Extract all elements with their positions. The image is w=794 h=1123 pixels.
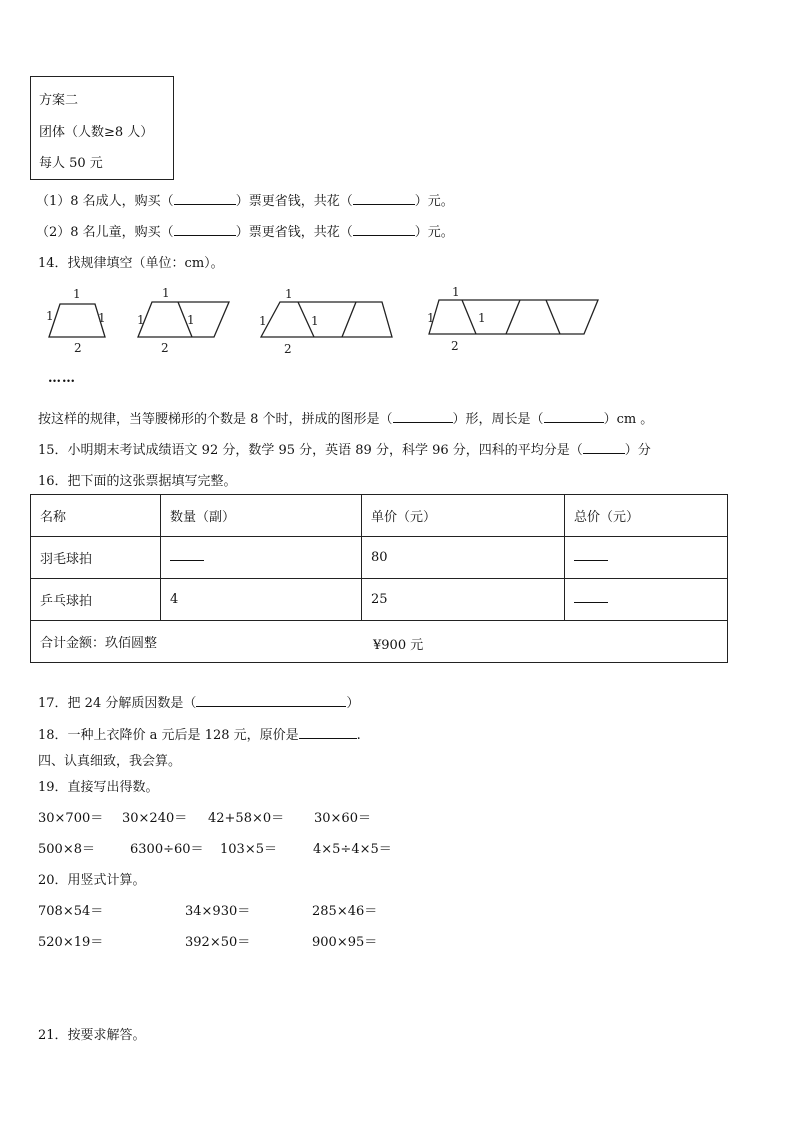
plan-title: 方案二 bbox=[39, 93, 79, 108]
item-total-blank[interactable] bbox=[565, 537, 728, 579]
header-unit-price: 单价（元） bbox=[362, 495, 565, 537]
q19-item: 30×240＝ bbox=[122, 811, 188, 826]
fig3-top-label: 1 bbox=[285, 287, 293, 301]
fig1-left-label: 1 bbox=[46, 309, 54, 323]
q19-item: 103×5＝ bbox=[220, 842, 277, 857]
q18-question bbox=[38, 724, 361, 743]
item-name: 羽毛球拍 bbox=[31, 537, 161, 579]
q20-item: 520×19＝ bbox=[38, 935, 104, 950]
q13-part2-blank-ticket[interactable] bbox=[174, 223, 236, 236]
q13-part1-text-a: （1）8 名成人，购买（ bbox=[36, 194, 174, 209]
q16-title: 16．把下面的这张票据填写完整。 bbox=[38, 474, 237, 489]
q17-text: 17．把 24 分解质因数是（ bbox=[38, 696, 197, 711]
q20-title: 20．用竖式计算。 bbox=[38, 873, 146, 888]
q13-part2-text-b: ）票更省钱，共花（ bbox=[235, 225, 353, 240]
q14-question bbox=[38, 408, 653, 427]
item-price: 80 bbox=[362, 537, 565, 579]
item-name: 乒乓球拍 bbox=[31, 579, 161, 621]
sum-cell bbox=[31, 621, 728, 663]
q21-title: 21．按要求解答。 bbox=[38, 1028, 146, 1043]
fig2-left-label: 1 bbox=[137, 313, 145, 327]
header-total: 总价（元） bbox=[565, 495, 728, 537]
section-four-heading: 四、认真细致，我会算。 bbox=[38, 754, 182, 769]
receipt-row-pingpong bbox=[31, 579, 728, 621]
fig4-left-label: 1 bbox=[427, 311, 435, 325]
q20-item: 392×50＝ bbox=[185, 935, 251, 950]
fig2-mid-label: 1 bbox=[187, 313, 195, 327]
q19-item: 4×5÷4×5＝ bbox=[313, 842, 392, 857]
q14-text-a: 按这样的规律，当等腰梯形的个数是 8 个时，拼成的图形是（ bbox=[38, 412, 393, 427]
q13-part1-text-c: ）元。 bbox=[414, 194, 454, 209]
trapezoid-figure-3 bbox=[261, 302, 392, 337]
q13-part2 bbox=[36, 221, 454, 240]
q13-part1-blank-ticket[interactable] bbox=[174, 192, 236, 205]
q15-text: 15．小明期末考试成绩语文 92 分，数学 95 分，英语 89 分，科学 96 分，四科的平均分是（ bbox=[38, 443, 583, 458]
q13-part2-text-a: （2）8 名儿童，购买（ bbox=[36, 225, 174, 240]
fig2-bottom-label: 2 bbox=[161, 341, 169, 355]
plan-price: 每人 50 元 bbox=[39, 156, 103, 171]
fig1-top-label: 1 bbox=[73, 287, 81, 301]
plan-two-box bbox=[30, 76, 174, 180]
fig3-bottom-label: 2 bbox=[284, 342, 292, 356]
q17-text-end: ） bbox=[346, 696, 360, 711]
item-total-blank[interactable] bbox=[565, 579, 728, 621]
q13-part1 bbox=[36, 190, 454, 209]
q20-item: 708×54＝ bbox=[38, 904, 104, 919]
q19-item: 42+58×0＝ bbox=[208, 811, 285, 826]
q20-item: 34×930＝ bbox=[185, 904, 251, 919]
fig4-mid-label: 1 bbox=[478, 311, 486, 325]
q19-item: 500×8＝ bbox=[38, 842, 95, 857]
fig2-top-label: 1 bbox=[162, 286, 170, 300]
trapezoid-figure-1 bbox=[49, 304, 105, 337]
q19-item: 30×700＝ bbox=[38, 811, 104, 826]
q15-question bbox=[38, 439, 651, 458]
item-qty-blank[interactable] bbox=[161, 537, 362, 579]
q14-blank-shape[interactable] bbox=[393, 410, 453, 423]
fig4-bottom-label: 2 bbox=[451, 339, 459, 353]
plan-condition: 团体（人数≥8 人） bbox=[39, 125, 154, 140]
q13-part1-text-b: ）票更省钱，共花（ bbox=[235, 194, 353, 209]
fig1-right-label: 1 bbox=[98, 311, 106, 325]
q20-item: 900×95＝ bbox=[312, 935, 378, 950]
q19-title: 19．直接写出得数。 bbox=[38, 780, 159, 795]
q19-item: 6300÷60＝ bbox=[130, 842, 204, 857]
fig3-mid-label: 1 bbox=[311, 314, 319, 328]
q20-item: 285×46＝ bbox=[312, 904, 378, 919]
receipt-sum-row bbox=[31, 621, 728, 663]
q15-text-end: ）分 bbox=[624, 443, 651, 458]
q18-text-end: . bbox=[356, 728, 361, 743]
receipt-row-badminton bbox=[31, 537, 728, 579]
sum-label: 合计金额：玖佰圆整 bbox=[40, 636, 158, 651]
receipt-table bbox=[30, 494, 728, 663]
header-qty: 数量（副） bbox=[161, 495, 362, 537]
fig1-bottom-label: 2 bbox=[74, 341, 82, 355]
q14-text-c: ）cm 。 bbox=[603, 412, 654, 427]
q14-blank-perimeter[interactable] bbox=[544, 410, 604, 423]
q17-blank[interactable] bbox=[196, 694, 346, 707]
q18-blank[interactable] bbox=[299, 726, 357, 739]
trapezoid-pattern-figure bbox=[30, 282, 630, 362]
q14-title: 14．找规律填空（单位：cm）。 bbox=[38, 256, 224, 271]
q17-question bbox=[38, 692, 359, 711]
trapezoid-figure-2 bbox=[138, 302, 229, 337]
item-price: 25 bbox=[362, 579, 565, 621]
q19-item: 30×60＝ bbox=[314, 811, 371, 826]
fig3-left-label: 1 bbox=[259, 314, 267, 328]
receipt-header-row bbox=[31, 495, 728, 537]
q13-part2-blank-cost[interactable] bbox=[353, 223, 415, 236]
header-name: 名称 bbox=[31, 495, 161, 537]
ellipsis-dots: …… bbox=[48, 371, 76, 386]
item-qty: 4 bbox=[161, 579, 362, 621]
q13-part2-text-c: ）元。 bbox=[414, 225, 454, 240]
q15-blank-average[interactable] bbox=[583, 441, 625, 454]
q13-part1-blank-cost[interactable] bbox=[353, 192, 415, 205]
q14-text-b: ）形，周长是（ bbox=[452, 412, 544, 427]
sum-value: ¥900 元 bbox=[373, 638, 424, 653]
q18-text: 18．一种上衣降价 a 元后是 128 元，原价是 bbox=[38, 728, 299, 743]
fig4-top-label: 1 bbox=[452, 285, 460, 299]
